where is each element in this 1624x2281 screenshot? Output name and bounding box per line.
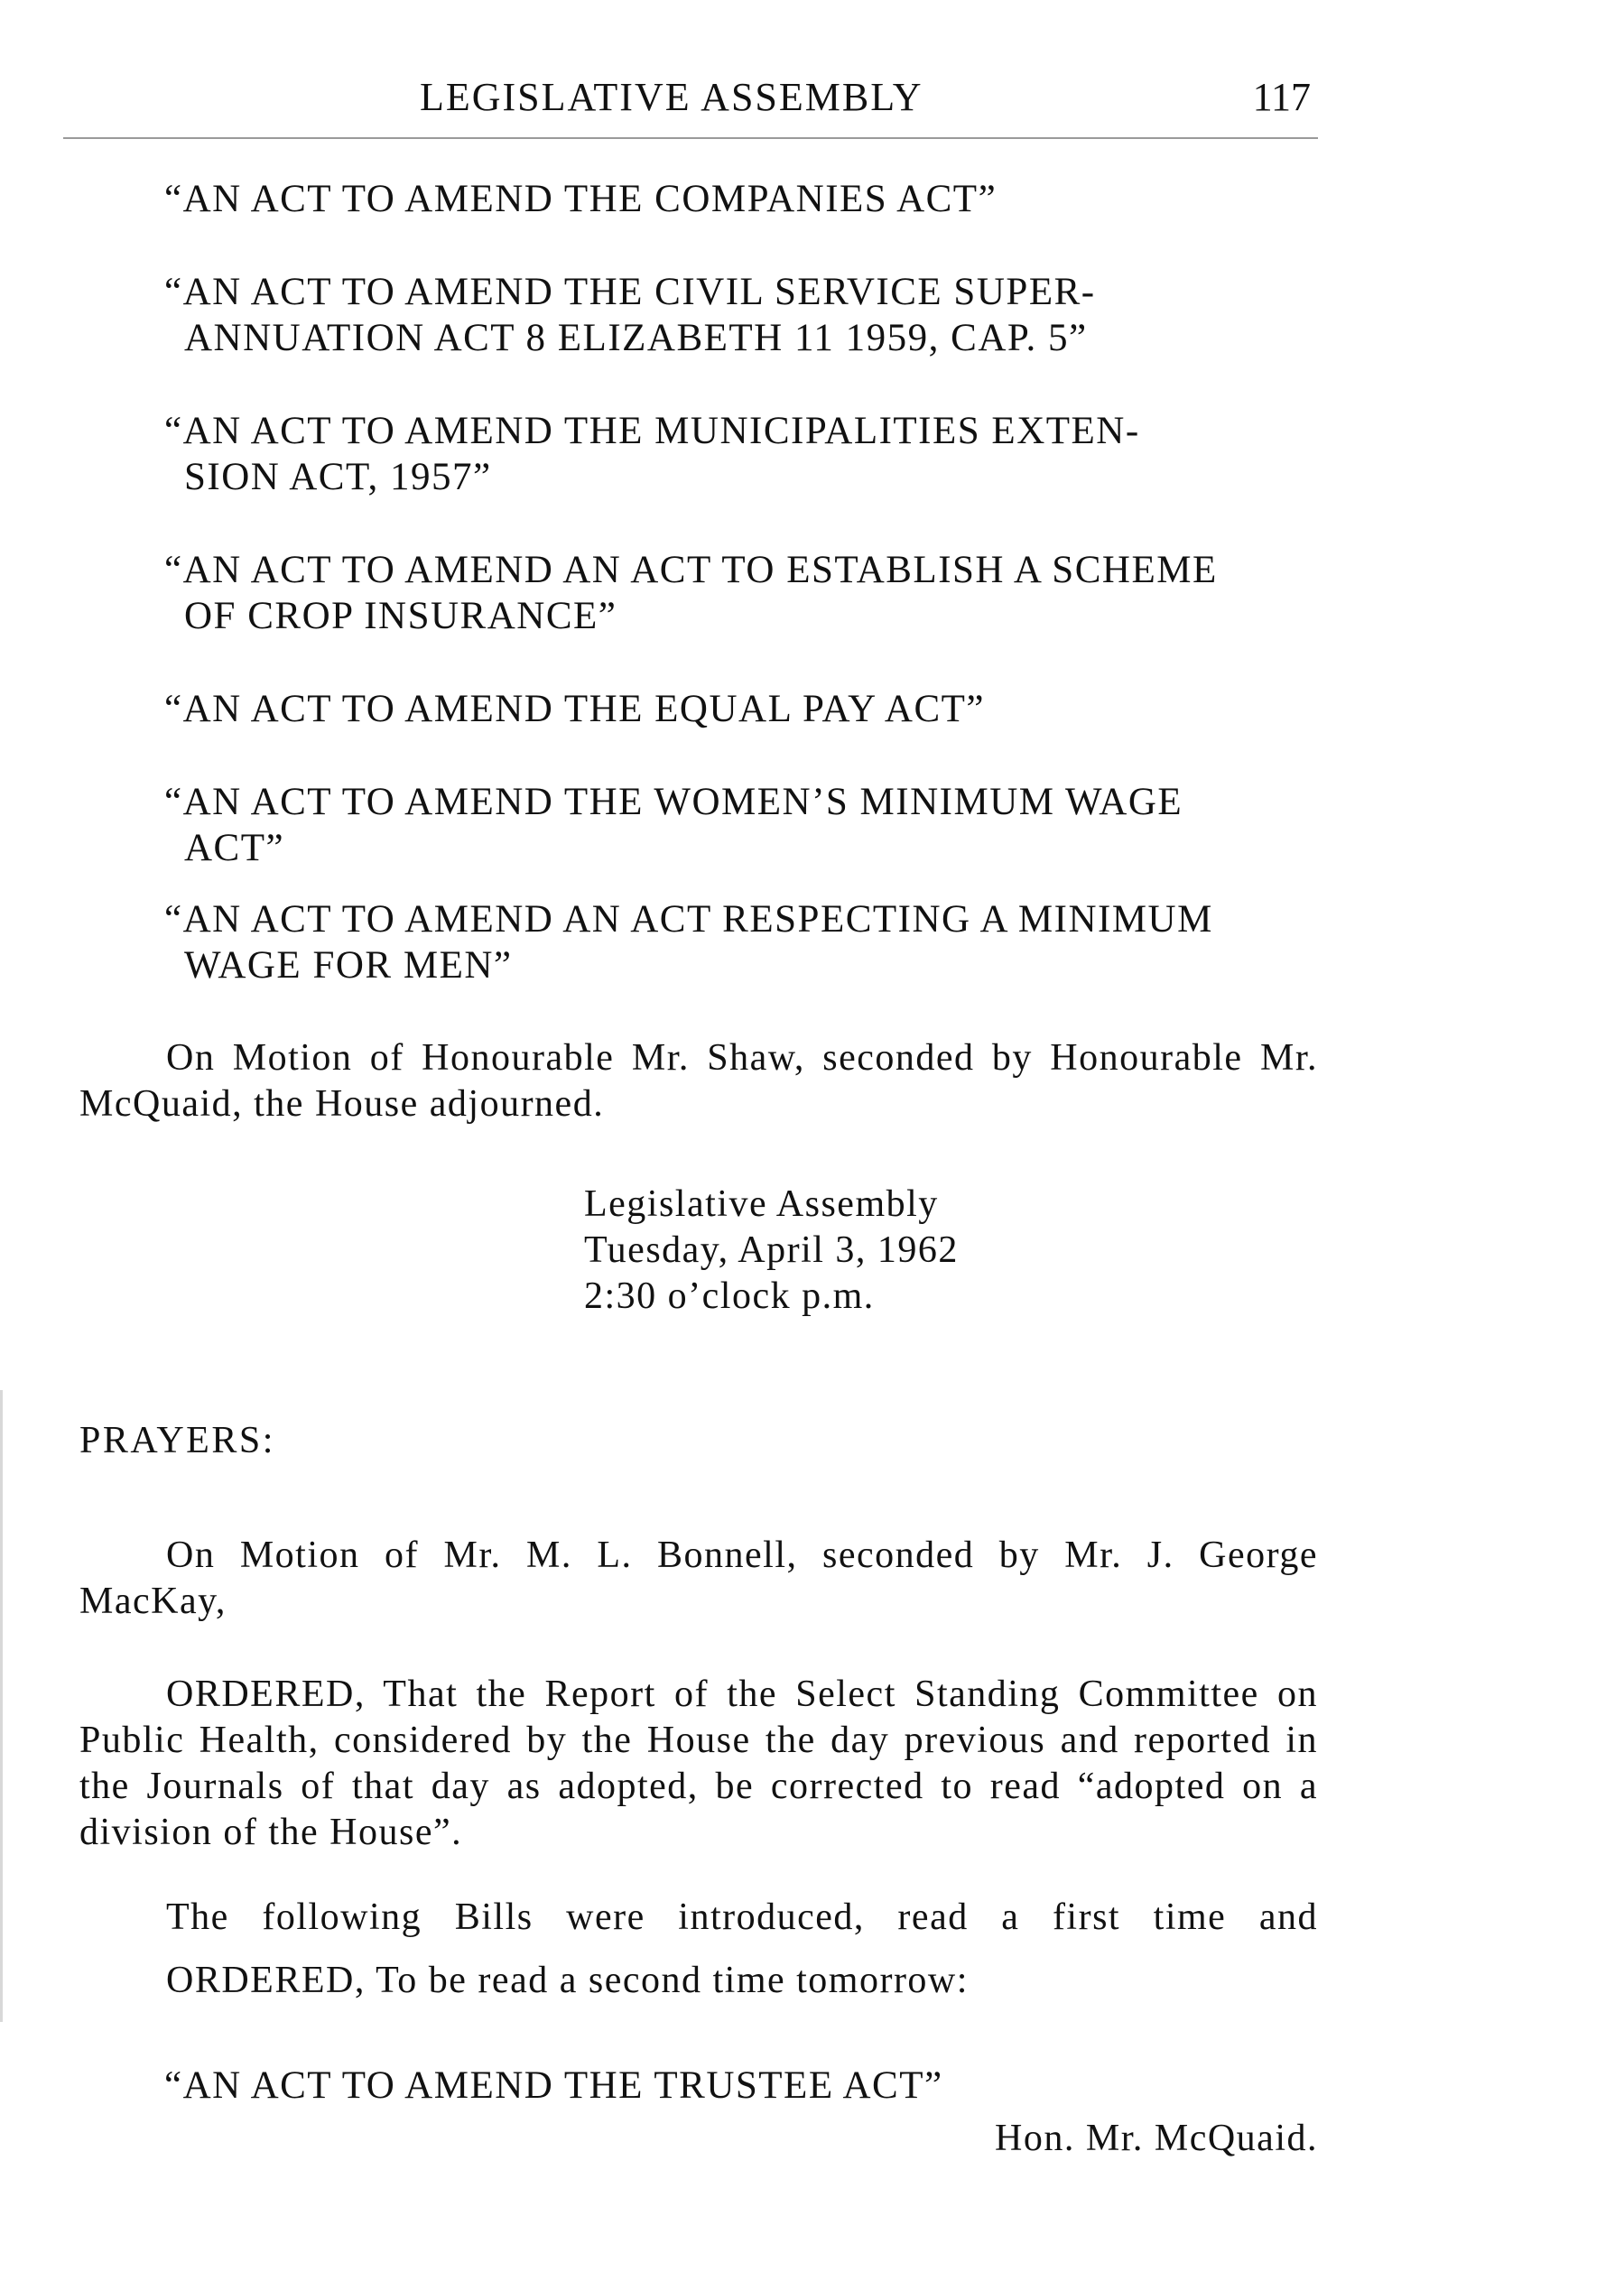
act-title-equal-pay: “AN ACT TO AMEND THE EQUAL PAY ACT” [164, 688, 985, 730]
act-title-companies: “AN ACT TO AMEND THE COMPANIES ACT” [164, 178, 998, 220]
act-title-municipalities: “AN ACT TO AMEND THE MUNICIPALITIES EXTEN- SION ACT, 1957” [164, 410, 1140, 498]
act-title-womens-minimum-wage: “AN ACT TO AMEND THE WOMEN’S MINIMUM WAGE ACT” [164, 781, 1183, 869]
act-title-civil-service: “AN ACT TO AMEND THE CIVIL SERVICE SUPER- ANNUATION ACT 8 ELIZABETH 11 1959, CAP. 5” [164, 271, 1096, 359]
act-title-minimum-wage-men: “AN ACT TO AMEND AN ACT RESPECTING A MINIMUM WAGE FOR MEN” [164, 898, 1213, 987]
page-number: 117 [1252, 75, 1311, 119]
act-title-crop-insurance: “AN ACT TO AMEND AN ACT TO ESTABLISH A SCHEME OF CROP INSURANCE” [164, 549, 1218, 637]
running-title: LEGISLATIVE ASSEMBLY [420, 75, 923, 119]
prayers-heading: PRAYERS: [79, 1420, 275, 1461]
motion-adjourn: On Motion of Honourable Mr. Shaw, seconded by Honourable Mr. McQuaid, the House adjourned. [79, 1037, 1318, 1125]
sitting-body: Legislative Assembly [584, 1183, 939, 1225]
bills-ordered: ORDERED, To be read a second time tomorrow: [166, 1960, 969, 2001]
motion-bonnell: On Motion of Mr. M. L. Bonnell, seconded by Mr. J. George MacKay, [79, 1535, 1318, 1622]
bills-intro: The following Bills were introduced, read a first time and [166, 1896, 1318, 1938]
sitting-date: Tuesday, April 3, 1962 [584, 1229, 959, 1271]
act-title-trustee: “AN ACT TO AMEND THE TRUSTEE ACT” [164, 2064, 943, 2107]
sitting-time: 2:30 o’clock p.m. [584, 1275, 875, 1317]
act-sponsor: Hon. Mr. McQuaid. [995, 2118, 1318, 2159]
sitting-block [79, 1182, 1318, 1320]
page-body [79, 176, 1318, 2160]
binding-shadow [0, 1390, 3, 2022]
page-header [63, 74, 1318, 128]
ordered-report-correction: ORDERED, That the Report of the Select Standing Committee on Public Health, considered by the House the day previous and reported in the Journals of that day as adopted, be corrected to read “adopted on a division of the House”. [79, 1674, 1318, 1853]
header-rule [63, 137, 1318, 139]
